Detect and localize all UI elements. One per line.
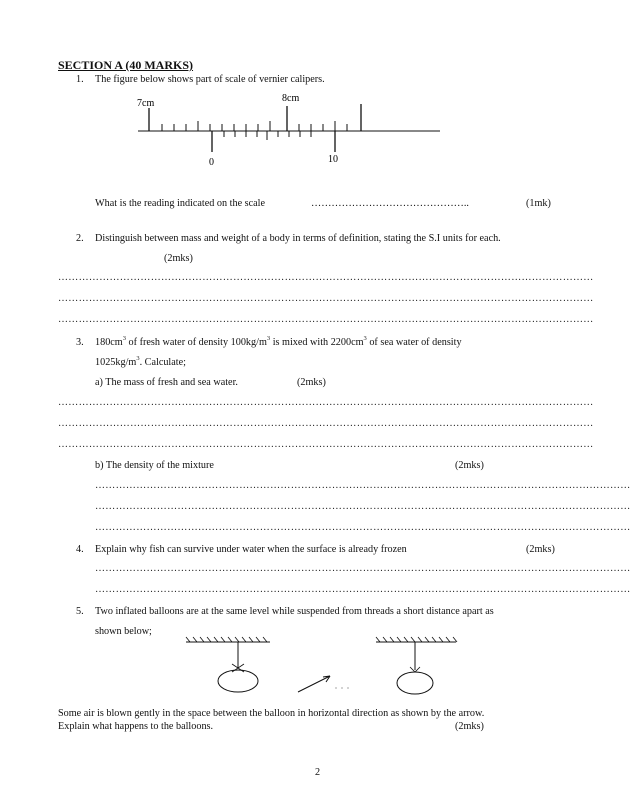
q1-reading-prompt: What is the reading indicated on the scale: [95, 198, 266, 209]
answer-line[interactable]: …………………………………………………………………………………………………………………………………………: [95, 522, 631, 533]
label-7cm: 7cm: [137, 98, 155, 109]
answer-line[interactable]: …………………………………………………………………………………………………………………………………………: [95, 501, 631, 512]
q5-text-line1: Two inflated balloons are at the same level while suspended from threads a short distance apart as: [95, 606, 494, 617]
label-vernier-0: 0: [209, 157, 214, 168]
q3-text-line1: $180cm^3$ of fresh water of density $100kg/m^3$ is mixed with $2200cm^3$ of sea water of density: [95, 335, 462, 348]
answer-line[interactable]: …………………………………………………………………………………………………………………………………………: [58, 272, 594, 283]
q2-number: 2.: [76, 233, 84, 244]
q3-part-b: b) The density of the mixture: [95, 460, 214, 471]
answer-line[interactable]: …………………………………………………………………………………………………………………………………………: [95, 584, 631, 595]
q1-number: 1.: [76, 74, 84, 85]
section-title: SECTION A (40 MARKS): [58, 58, 194, 72]
q5-followup-line2: Explain what happens to the balloons.: [58, 721, 214, 732]
q3-part-a-marks: (2mks): [297, 377, 326, 388]
airflow-arrow: [298, 676, 330, 692]
q3-part-a: a) The mass of fresh and sea water.: [95, 377, 238, 388]
vernier-caliper-figure: [112, 90, 452, 170]
q3-text-line2: $1025kg/m^3$. Calculate;: [95, 355, 186, 368]
balloons-figure: [180, 636, 470, 698]
q5-marks: (2mks): [455, 721, 484, 732]
right-balloon: [397, 672, 433, 694]
q5-number: 5.: [76, 606, 84, 617]
answer-line[interactable]: …………………………………………………………………………………………………………………………………………: [58, 418, 594, 429]
q1-marks: (1mk): [526, 198, 551, 209]
q4-text: Explain why fish can survive under water when the surface is already frozen: [95, 544, 407, 555]
q1-reading-dots: ………………………………………..: [311, 198, 469, 209]
q4-marks: (2mks): [526, 544, 555, 555]
page-number: 2: [315, 767, 321, 778]
label-vernier-10: 10: [328, 154, 338, 165]
q3-number: 3.: [76, 337, 84, 348]
answer-line[interactable]: …………………………………………………………………………………………………………………………………………: [95, 480, 631, 491]
q1-text: The figure below shows part of scale of vernier calipers.: [95, 74, 325, 85]
q2-marks: (2mks): [164, 253, 193, 264]
answer-line[interactable]: …………………………………………………………………………………………………………………………………………: [58, 439, 594, 450]
label-8cm: 8cm: [282, 93, 300, 104]
left-balloon: [218, 670, 258, 692]
q2-text: Distinguish between mass and weight of a body in terms of definition, stating the S.I units for each.: [95, 233, 501, 244]
answer-line[interactable]: …………………………………………………………………………………………………………………………………………: [58, 397, 594, 408]
q5-text-line2: shown below;: [95, 626, 152, 637]
q4-number: 4.: [76, 544, 84, 555]
answer-line[interactable]: …………………………………………………………………………………………………………………………………………: [95, 563, 631, 574]
q5-followup-line1: Some air is blown gently in the space between the balloon in horizontal direction as shown by the arrow.: [58, 708, 485, 719]
q3-part-b-marks: (2mks): [455, 460, 484, 471]
answer-line[interactable]: …………………………………………………………………………………………………………………………………………: [58, 293, 594, 304]
answer-line[interactable]: …………………………………………………………………………………………………………………………………………: [58, 314, 594, 325]
